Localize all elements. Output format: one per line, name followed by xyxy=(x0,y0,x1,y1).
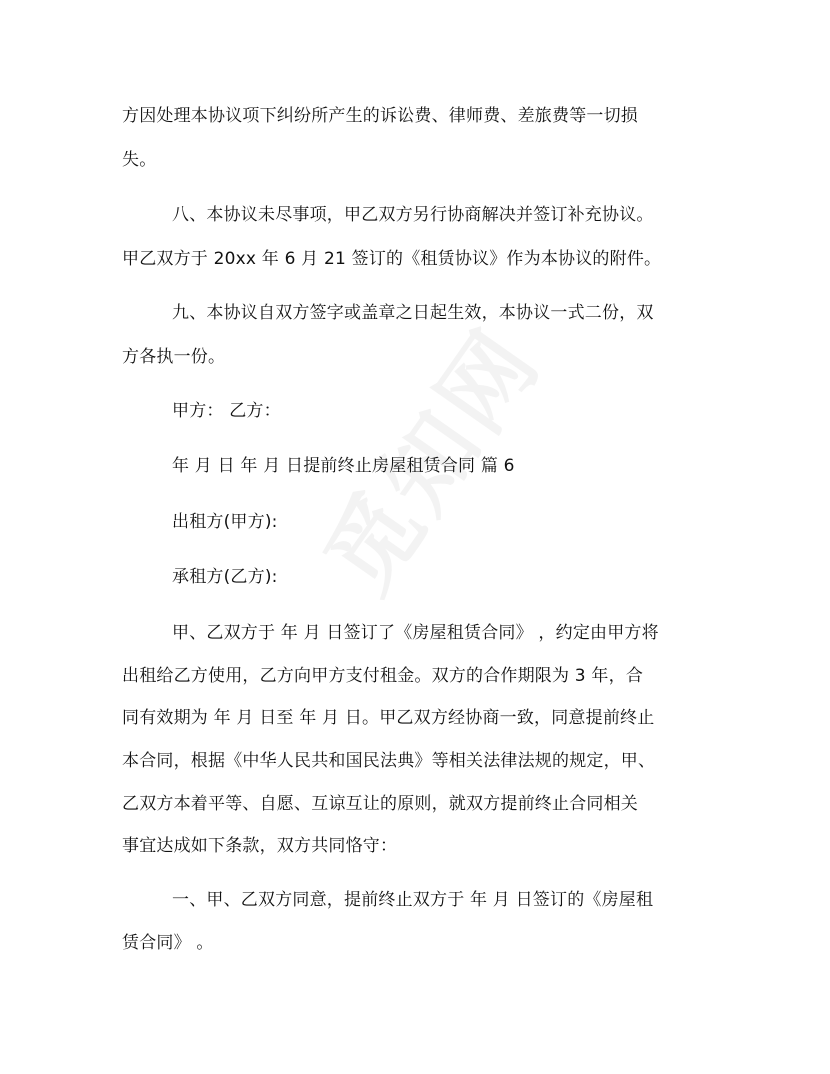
paragraph-line: 甲、乙双方于 年 月 日签订了《房屋租赁合同》 ，约定由甲方将 xyxy=(172,623,659,643)
paragraph-line: 事宜达成如下条款，双方共同恪守： xyxy=(122,836,398,856)
paragraph-line: 方因处理本协议项下纠纷所产生的诉讼费、律师费、差旅费等一切损 xyxy=(122,106,638,126)
paragraph-line: 同有效期为 年 月 日至 年 月 日。甲乙双方经协商一致，同意提前终止 xyxy=(122,708,655,728)
paragraph-line: 本合同，根据《中华人民共和国民法典》等相关法律法规的规定，甲、 xyxy=(122,751,656,771)
lessor-label: 出租方(甲方): xyxy=(172,512,278,532)
date-and-section-title: 年 月 日 年 月 日提前终止房屋租赁合同 篇 6 xyxy=(172,456,515,476)
paragraph-line: 方各执一份。 xyxy=(122,347,226,367)
paragraph-line: 出租给乙方使用，乙方向甲方支付租金。双方的合作期限为 3 年，合 xyxy=(122,666,644,686)
signature-parties-line: 甲方： 乙方： xyxy=(172,401,281,421)
paragraph-line: 失。 xyxy=(122,150,157,170)
clause-eight-line: 八、本协议未尽事项，甲乙双方另行协商解决并签订补充协议。 xyxy=(172,205,654,225)
paragraph-line: 赁合同》 。 xyxy=(122,933,214,953)
clause-one-line: 一、甲、乙双方同意，提前终止双方于 年 月 日签订的《房屋租 xyxy=(172,890,654,910)
paragraph-line: 甲乙双方于 20xx 年 6 月 21 签订的《租赁协议》作为本协议的附件。 xyxy=(122,249,662,269)
lessee-label: 承租方(乙方): xyxy=(172,567,278,587)
clause-nine-line: 九、本协议自双方签字或盖章之日起生效，本协议一式二份，双 xyxy=(172,303,654,323)
paragraph-line: 乙双方本着平等、自愿、互谅互让的原则，就双方提前终止合同相关 xyxy=(122,794,638,814)
